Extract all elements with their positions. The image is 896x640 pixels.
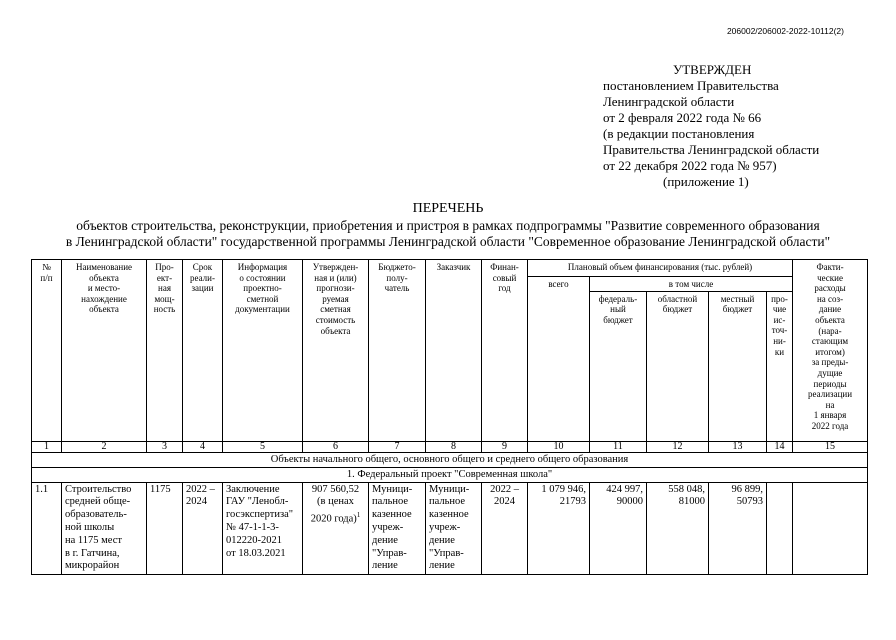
header-cell: Информация о состоянии проектно- сметной документации [223, 260, 303, 442]
actual-expenses [793, 482, 868, 575]
column-number: 14 [767, 441, 793, 452]
column-number: 6 [303, 441, 369, 452]
header-cell-incl: в том числе [590, 277, 793, 292]
cost-footnote: 1 [356, 511, 361, 520]
budget-recipient: Муници- пальное казенное учреж- дение "Управ- ление [369, 482, 426, 575]
column-number: 2 [62, 441, 147, 452]
financial-year: 2022 – 2024 [482, 482, 528, 575]
column-number: 13 [709, 441, 767, 452]
header-cell: Бюджето- полу- чатель [369, 260, 426, 442]
column-number: 3 [147, 441, 183, 452]
row-number: 1.1 [32, 482, 62, 575]
column-number: 7 [369, 441, 426, 452]
header-cell: Срок реали- зации [183, 260, 223, 442]
approval-block [603, 62, 819, 190]
column-number: 5 [223, 441, 303, 452]
other-sources [767, 482, 793, 575]
header-cell: областной бюджет [647, 291, 709, 441]
approval-heading: УТВЕРЖДЕН [673, 62, 752, 77]
approval-line: Ленинградской области [603, 94, 735, 109]
header-cell: Факти- ческие расходы на соз- дание объекта (нара- стающим итогом) за преды- дущие периоды реализации на 1 января 2022 года [793, 260, 868, 442]
local-budget: 96 899, 50793 [709, 482, 767, 575]
header-cell: местный бюджет [709, 291, 767, 441]
table-row [32, 482, 868, 575]
header-cell: Заказчик [426, 260, 482, 442]
approval-line: от 22 декабря 2022 года № 957) [603, 158, 777, 173]
title-line: объектов строительства, реконструкции, приобретения и пристроя в рамках подпрограммы "Развитие современного образования [76, 217, 820, 233]
column-number: 4 [183, 441, 223, 452]
approval-line: постановлением Правительства [603, 78, 779, 93]
title-line: в Ленинградской области" государственной программы Ленинградской области "Современное образование Ленинградской области" [65, 234, 831, 249]
regional-budget: 558 048, 81000 [647, 482, 709, 575]
title-caption: ПЕРЕЧЕНЬ [412, 201, 484, 216]
header-cell: Утвержден- ная и (или) прогнози- руемая сметная стоимость объекта [303, 260, 369, 442]
cost-value: 907 560,52 (в ценах 2020 года) [310, 483, 360, 525]
header-cell: Про- ект- ная мощ- ность [147, 260, 183, 442]
column-number: 9 [482, 441, 528, 452]
header-cell: про- чие ис- точ- ни- ки [767, 291, 793, 441]
document-number: 206002/206002-2022-10112(2) [726, 26, 844, 36]
column-number: 15 [793, 441, 868, 452]
federal-budget: 424 997, 90000 [590, 482, 647, 575]
header-cell: Наименование объекта и место- нахождение объекта [62, 260, 147, 442]
document-title [0, 201, 896, 251]
customer: Муници- пальное казенное учреж- дение "Управ- ление [426, 482, 482, 575]
header-cell-plan: Плановый объем финансирования (тыс. рублей) [528, 260, 793, 277]
section-heading: Объекты начального общего, основного общего и среднего общего образования [32, 452, 868, 467]
documentation-info: Заключение ГАУ "Ленобл- госэкспертиза" № 47-1-1-3- 012220-2021 от 18.03.2021 [223, 482, 303, 575]
header-cell: федераль- ный бюджет [590, 291, 647, 441]
total-amount: 1 079 946, 21793 [528, 482, 590, 575]
objects-table [31, 259, 868, 575]
column-number: 10 [528, 441, 590, 452]
estimated-cost [303, 482, 369, 575]
object-name: Строительство средней обще- образователь- ной школы на 1175 мест в г. Гатчина, микрорайон [62, 482, 147, 575]
approval-line: от 2 февраля 2022 года № 66 [603, 110, 762, 125]
header-cell: всего [528, 277, 590, 442]
column-number: 1 [32, 441, 62, 452]
column-number: 12 [647, 441, 709, 452]
subsection-heading: 1. Федеральный проект "Современная школа" [32, 467, 868, 482]
approval-line: Правительства Ленинградской области [603, 142, 820, 157]
period: 2022 – 2024 [183, 482, 223, 575]
attachment-note: (приложение 1) [663, 174, 749, 189]
header-cell: № п/п [32, 260, 62, 442]
header-cell: Финан- совый год [482, 260, 528, 442]
capacity: 1175 [147, 482, 183, 575]
approval-line: (в редакции постановления [603, 126, 755, 141]
column-number: 11 [590, 441, 647, 452]
column-number: 8 [426, 441, 482, 452]
